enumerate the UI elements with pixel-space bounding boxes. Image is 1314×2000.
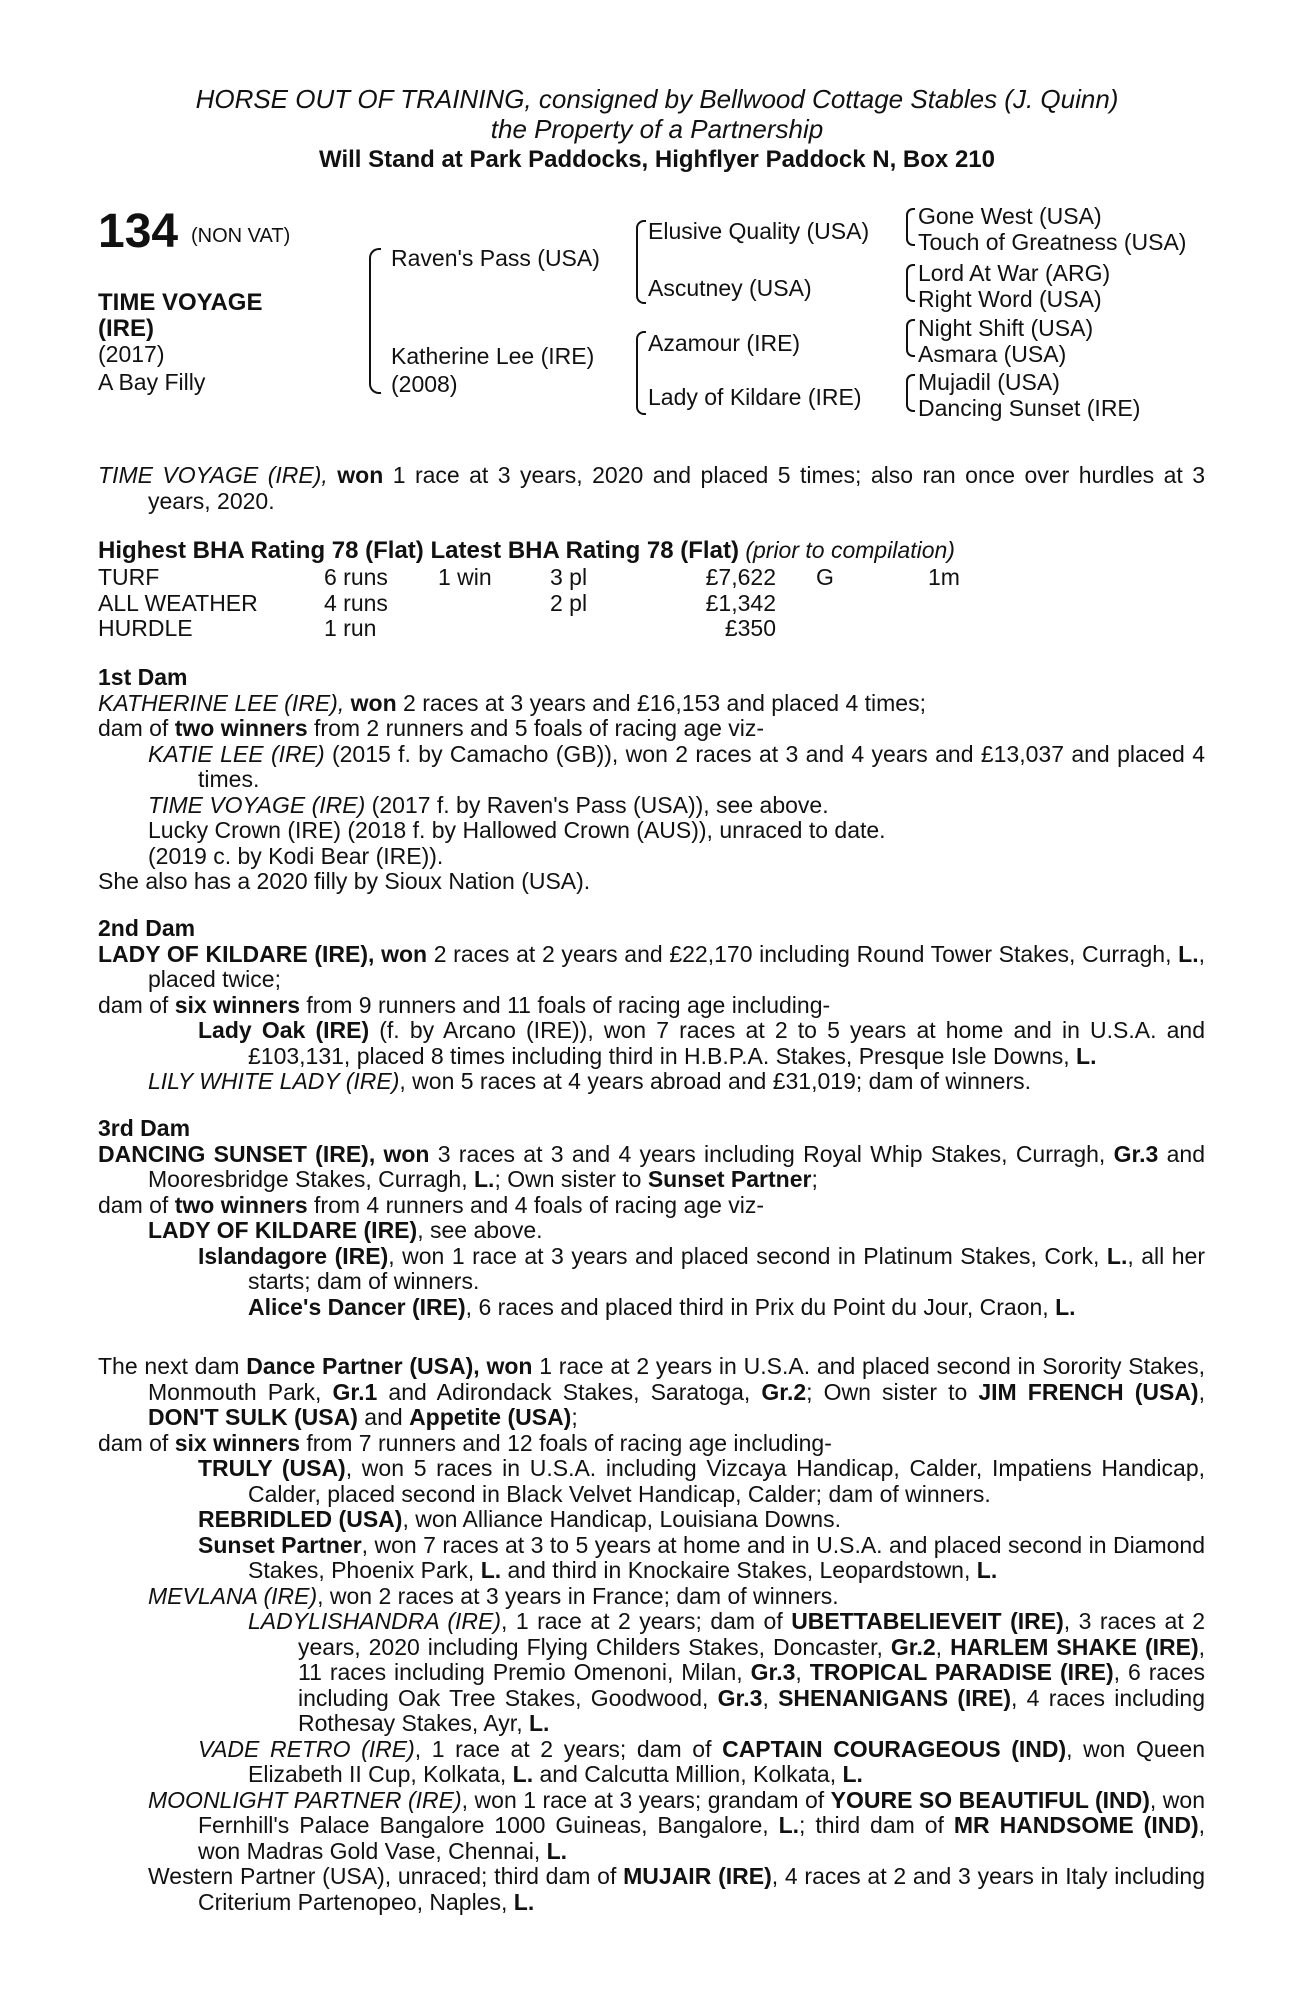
pedigree-sds: Lord At War (ARG) [918,260,1111,286]
text-run: dam of [98,991,175,1018]
next-dam-section [98,1354,1205,1915]
sibling-name: JIM FRENCH (USA) [978,1378,1199,1405]
produce-name: HARLEM SHAKE (IRE) [950,1633,1199,1660]
race-summary [98,463,1205,514]
record-placed: 2 pl [550,589,588,616]
produce-name: YOURE SO BEAUTIFUL (IND) [830,1786,1150,1813]
grade-label: L. [1076,1042,1097,1069]
produce-name: Alice's Dancer (IRE) [248,1293,466,1320]
text-run: , [1198,1378,1205,1405]
grade-label: L. [778,1812,800,1838]
record-prize: £1,342 [705,589,776,616]
header-location: Will Stand at Park Paddocks, Highflyer Paddock N, Box 210 [319,146,995,173]
pedigree-dam-year: (2008) [391,371,458,397]
produce-name: TIME VOYAGE (IRE) [148,791,366,818]
text-run: ; [811,1166,818,1192]
text-run: , won 2 races at 3 years in France; dam of winners. [317,1582,839,1609]
pedigree-sire-dam: Ascutney (USA) [648,275,812,301]
grade-label: L. [976,1557,998,1583]
text-run: , 4 races including Rothesay Stakes, Ayr, [298,1684,1205,1736]
header-consignor: HORSE OUT OF TRAINING, consigned by Bellwood Cottage Stables (J. Quinn) [195,84,1119,114]
record-table [98,565,960,642]
list-item: (2019 c. by Kodi Bear (IRE)). [148,842,444,869]
text-run: (2015 f. by Camacho (GB)), won 2 races at 3 and 4 years and £13,037 and placed 4 times. [198,740,1205,792]
lot-number: 134 [98,205,179,258]
text-run: 3 races at 3 and 4 years including Royal Whip Stakes, Curragh, [429,1140,1114,1167]
record-placed [550,616,678,642]
text-run: , [935,1633,951,1660]
winners-count: two winners [174,715,308,741]
record-distance [928,591,960,617]
first-dam-section [98,665,1205,895]
pedigree-sss: Gone West (USA) [918,203,1102,229]
next-dam-name: Dance Partner (USA), won [246,1353,533,1379]
horse-name: TIME VOYAGE [98,289,263,316]
ratings-line [98,538,955,564]
grade-label: L. [512,1761,534,1787]
produce-name: TRULY (USA) [198,1455,346,1481]
text-run: , 1 race at 2 years; dam of [501,1608,792,1634]
text-run: , 1 race at 2 years; dam of [414,1735,723,1762]
text-run: (f. by Arcano (IRE)), won 7 races at 2 to 5 years at home and in U.S.A. and £103,131, placed 8 times including third in H.B.P.A. Stakes, Presque Isle Downs, [248,1017,1205,1069]
text-run: , 6 races and placed third in Prix du Point du Jour, Craon, [465,1293,1056,1320]
record-placed: 3 pl [550,564,588,590]
second-dam-section [98,916,1205,1095]
produce-name: LADYLISHANDRA (IRE) [248,1608,501,1634]
record-wins [438,591,550,617]
grade-label: Gr.3 [1113,1140,1159,1167]
summary-text: 1 race at 3 years, 2020 and placed 5 times; also ran once over hurdles at 3 years, 2020. [148,462,1206,514]
list-item: Lucky Crown (IRE) (2018 f. by Hallowed Crown (AUS)), unraced to date. [148,817,886,843]
third-dam-name: DANCING SUNSET (IRE), won [98,1140,430,1167]
summary-won: won [337,462,384,488]
grade-label: L. [1178,940,1199,967]
pedigree-dss: Night Shift (USA) [918,315,1094,341]
produce-name: KATIE LEE (IRE) [148,740,325,767]
pedigree-dam: Katherine Lee (IRE) [391,343,595,369]
produce-name: MUJAIR (IRE) [623,1863,772,1889]
text-run: , won 1 race at 3 years and placed second in Platinum Stakes, Cork, [388,1242,1107,1269]
sibling-name: Appetite (USA) [409,1404,572,1430]
text-run: ; third dam of [799,1812,954,1838]
grade-label: L. [842,1761,863,1787]
text-run: , won 5 races at 4 years abroad and £31,019; dam of winners. [399,1068,1031,1094]
text-run: from 9 runners and 11 foals of racing age including- [300,991,831,1018]
text-run: ; Own sister to [806,1378,979,1405]
grade-label: Gr.3 [750,1659,796,1685]
record-distance [928,616,960,642]
pedigree-dam-dam: Lady of Kildare (IRE) [648,384,862,410]
winners-count: six winners [174,1429,300,1456]
text-run: and Mooresbridge Stakes, Curragh, [148,1140,1205,1192]
ratings-values: Highest BHA Rating 78 (Flat) Latest BHA Rating 78 (Flat) [98,537,739,564]
summary-horse: TIME VOYAGE (IRE), [98,462,328,488]
text-run: dam of [98,1429,175,1456]
text-run: The next dam [98,1353,247,1379]
text-run: , 6 races including Oak Tree Stakes, Goodwood, [298,1659,1205,1711]
text-run: , won Madras Gold Vase, Chennai, [198,1812,1205,1864]
winners-count: six winners [174,991,300,1018]
sibling-name: Sunset Partner [647,1166,812,1192]
text-run: , won 5 races in U.S.A. including Vizcaya Handicap, Calder, Impatiens Handicap, Calder, placed second in Black Velvet Handicap, Calder; dam of winners. [248,1455,1206,1507]
text-run: , [795,1659,810,1685]
record-going: G [816,564,834,590]
third-dam-heading: 3rd Dam [98,1115,191,1141]
first-dam-heading: 1st Dam [98,664,188,690]
text-run: , won 1 race at 3 years; grandam of [461,1786,831,1813]
text-run: dam of [98,715,175,741]
table-row [98,565,960,591]
sibling-name: DON'T SULK (USA) [148,1404,358,1430]
pedigree-brace-g2 [906,264,915,302]
pedigree-dam-sire: Azamour (IRE) [648,330,801,356]
produce-name: VADE RETRO (IRE) [198,1735,415,1762]
record-wins: 1 win [438,564,492,590]
text-run: , all her starts; dam of winners. [248,1242,1205,1294]
text-run: and [357,1404,410,1430]
pedigree-brace-g3 [906,319,915,357]
text-run: , 4 races at 2 and 3 years in Italy including Criterium Partenopeo, Naples, [198,1863,1206,1915]
text-run: , placed twice; [148,940,1206,992]
record-surface: ALL WEATHER [98,589,258,616]
produce-name: TROPICAL PARADISE (IRE) [809,1659,1114,1685]
record-distance: 1m [928,564,960,590]
horse-country: (IRE) [98,315,154,342]
first-dam-name: KATHERINE LEE (IRE), [98,689,345,716]
pedigree-ddd: Dancing Sunset (IRE) [918,395,1141,421]
text-run: , won Fernhill's Palace Bangalore 1000 Guineas, Bangalore, [198,1786,1205,1838]
produce-name: LADY OF KILDARE (IRE) [148,1217,418,1243]
text-run: , 11 races including Premio Omenoni, Milan, [298,1633,1205,1685]
pedigree-brace-sire [636,220,646,304]
record-prize: £7,622 [705,564,776,590]
vat-status: (NON VAT) [191,225,291,247]
winners-count: two winners [174,1191,308,1218]
grade-label: Gr.3 [717,1684,763,1711]
text-run: , see above. [417,1217,543,1243]
text-run: , won Alliance Handicap, Louisiana Downs. [402,1506,841,1532]
horse-description: A Bay Filly [98,369,206,395]
text-run: , won 7 races at 3 to 5 years at home and in U.S.A. and placed second in Diamond Stakes, Phoenix Park, [248,1531,1205,1583]
pedigree-brace-main [369,248,381,394]
second-dam-name: LADY OF KILDARE (IRE), won [98,940,428,967]
text-run: 1 race at 2 years in U.S.A. and placed second in Sorority Stakes, Monmouth Park, [148,1353,1205,1405]
produce-name: Lady Oak (IRE) [198,1017,370,1043]
grade-label: Gr.1 [332,1378,378,1405]
text-run: 2 races at 3 years and £16,153 and placed 4 times; [396,689,926,716]
produce-name: SHENANIGANS (IRE) [778,1684,1011,1711]
grade-label: L. [474,1166,495,1192]
text-run: and third in Knockaire Stakes, Leopardstown, [501,1557,977,1583]
pedigree-sire: Raven's Pass (USA) [391,245,600,271]
text-run: ; Own sister to [494,1166,648,1192]
text-run: and Calcutta Million, Kolkata, [533,1761,843,1787]
pedigree-dsd: Asmara (USA) [918,341,1067,367]
record-runs: 1 run [324,615,377,641]
text-run: Western Partner (USA), unraced; third dam of [148,1863,624,1889]
record-surface: HURDLE [98,615,193,641]
produce-name: MOONLIGHT PARTNER (IRE) [148,1786,462,1813]
produce-name: REBRIDLED (USA) [198,1506,403,1532]
produce-name: UBETTABELIEVEIT (IRE) [791,1608,1064,1634]
header-property: the Property of a Partnership [490,114,824,144]
record-going [776,616,928,642]
produce-name: CAPTAIN COURAGEOUS (IND) [722,1735,1067,1762]
record-going [776,591,928,617]
text-run: (2017 f. by Raven's Pass (USA)), see above. [365,791,829,818]
list-item: She also has a 2020 filly by Sioux Nation (USA). [98,868,591,894]
text-run: 2 races at 2 years and £22,170 including Round Tower Stakes, Curragh, [427,940,1179,967]
third-dam-section [98,1116,1205,1320]
text-run: , won Queen Elizabeth II Cup, Kolkata, [248,1735,1205,1787]
record-surface: TURF [98,564,160,590]
produce-name: Islandagore (IRE) [198,1242,389,1269]
produce-name: Sunset Partner [198,1531,362,1558]
text-run: , 3 races at 2 years, 2020 including Flying Childers Stakes, Doncaster, [298,1608,1205,1660]
grade-label: Gr.2 [890,1633,936,1660]
pedigree-dds: Mujadil (USA) [918,369,1060,395]
text-run: from 4 runners and 4 foals of racing age viz- [307,1191,765,1218]
pedigree-brace-g4 [906,374,915,412]
produce-name: MR HANDSOME (IND) [953,1812,1199,1838]
grade-label: L. [1055,1293,1076,1320]
grade-label: L. [528,1710,550,1736]
pedigree-brace-g1 [906,208,915,246]
pedigree-ssd: Touch of Greatness (USA) [918,229,1187,255]
pedigree-sire-sire: Elusive Quality (USA) [648,218,870,244]
pedigree-brace-dam [636,331,646,415]
text-run: and Adirondack Stakes, Saratoga, [377,1378,762,1405]
produce-name: MEVLANA (IRE) [148,1582,318,1609]
won-label: won [350,689,397,716]
horse-year: (2017) [98,341,165,367]
text-run: from 7 runners and 12 foals of racing age including- [300,1429,832,1456]
text-run: dam of [98,1191,175,1218]
table-row [98,591,960,617]
record-prize: £350 [724,615,776,641]
produce-name: LILY WHITE LADY (IRE) [148,1068,400,1094]
record-runs: 4 runs [324,589,388,616]
grade-label: L. [480,1557,502,1583]
pedigree-sdd: Right Word (USA) [918,286,1102,312]
ratings-note: (prior to compilation) [738,537,955,563]
grade-label: L. [1106,1242,1128,1269]
record-runs: 6 runs [324,564,388,590]
table-row [98,616,960,642]
grade-label: Gr.2 [761,1378,807,1405]
text-run: ; [571,1404,578,1430]
record-wins [438,616,550,642]
text-run: from 2 runners and 5 foals of racing age viz- [307,715,765,741]
second-dam-heading: 2nd Dam [98,915,196,941]
text-run: , [762,1684,779,1711]
grade-label: L. [546,1837,568,1864]
grade-label: L. [513,1888,535,1915]
